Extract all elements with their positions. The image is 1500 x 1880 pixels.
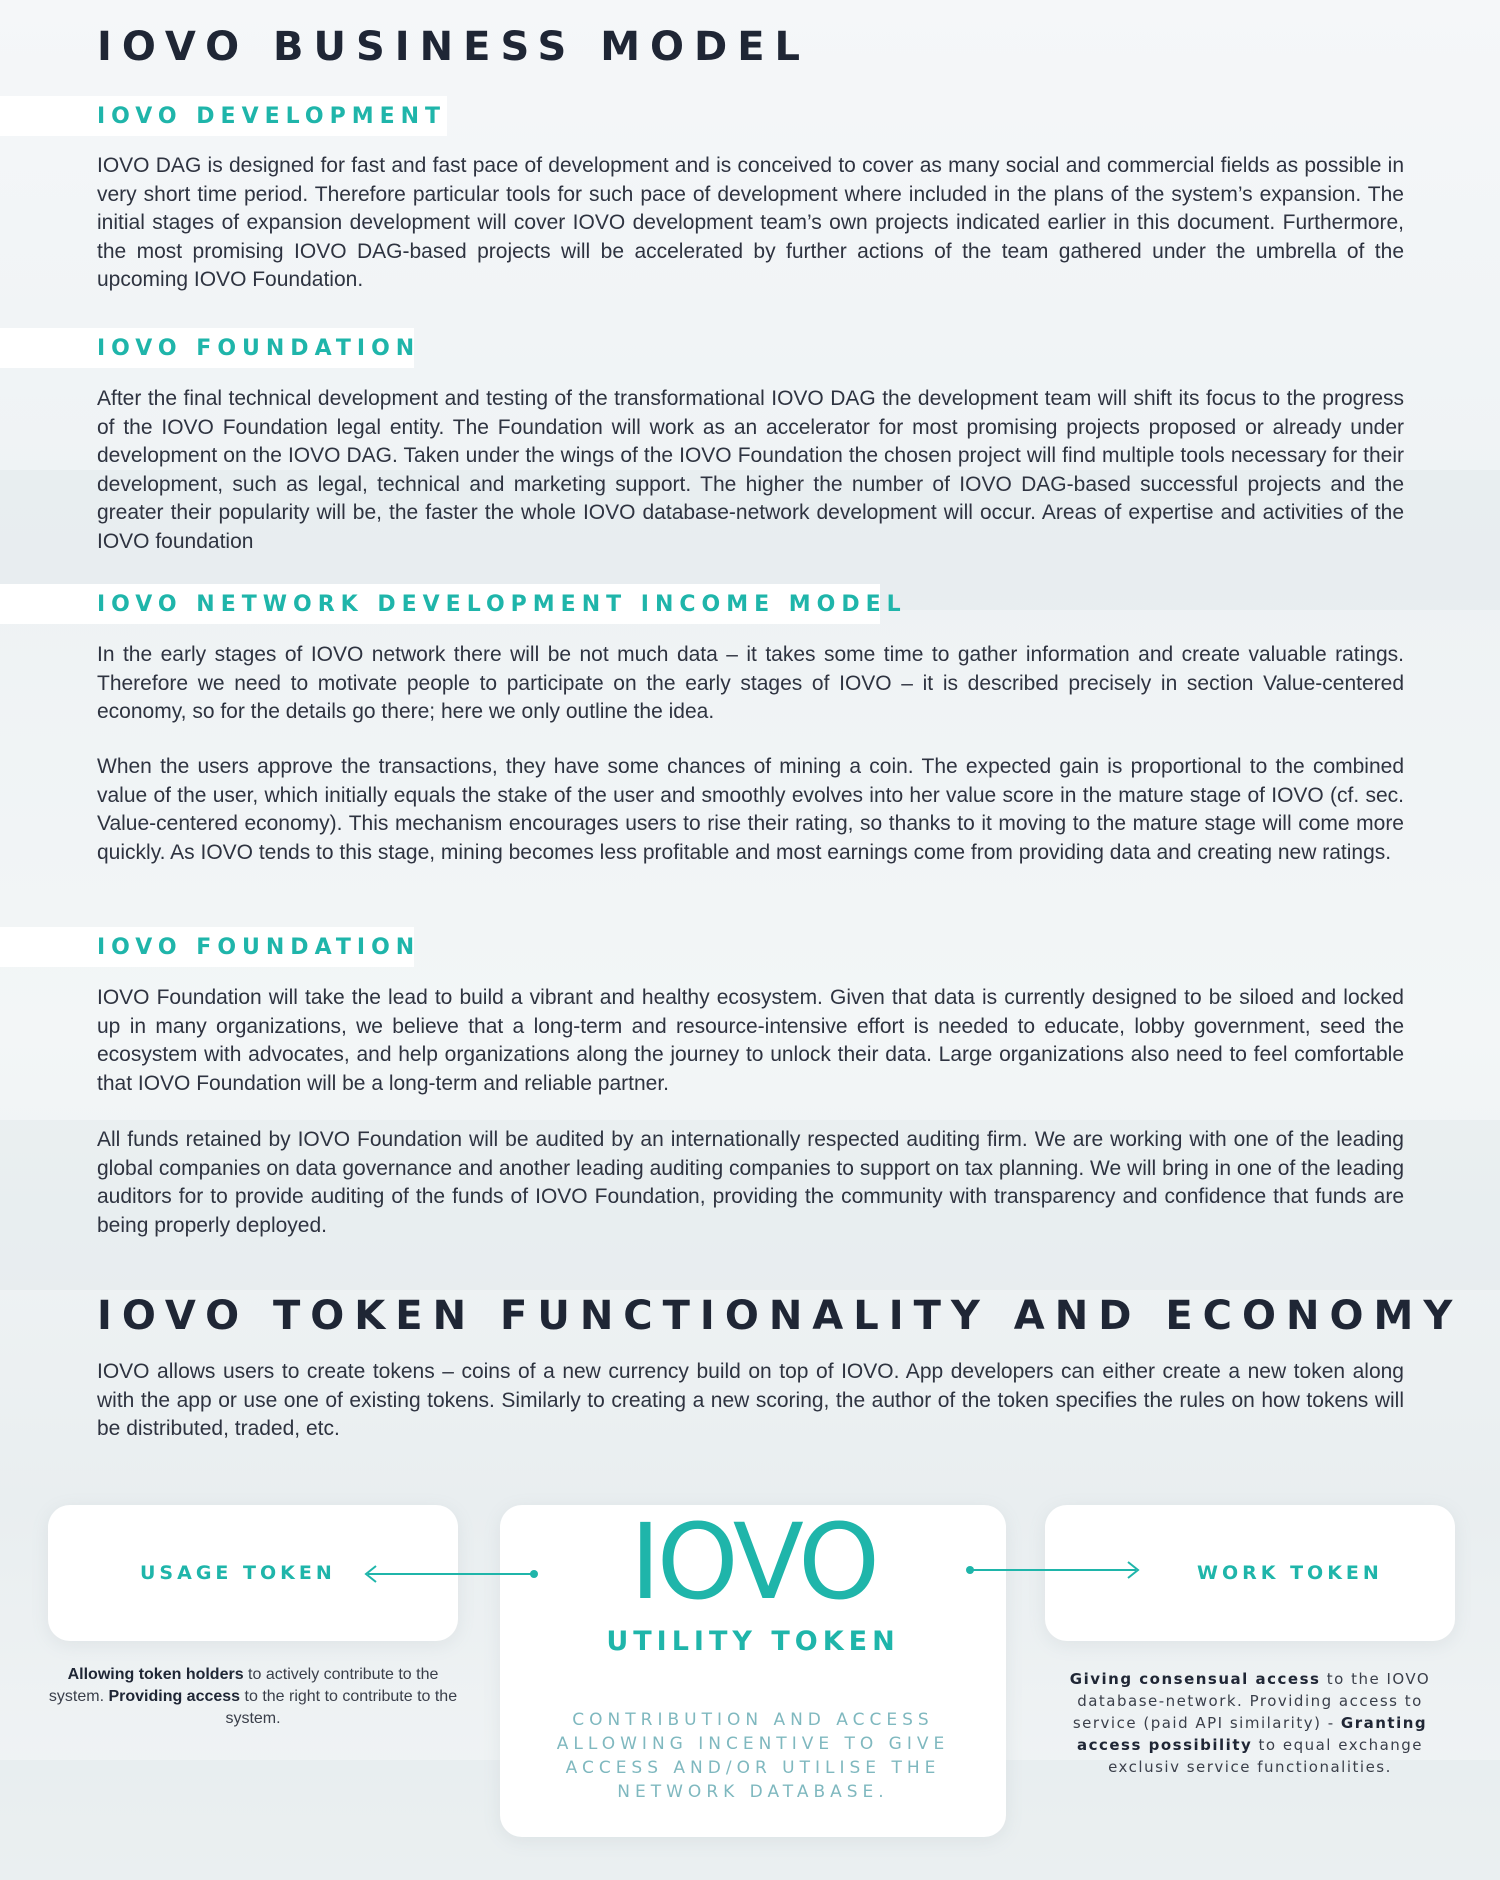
usage-token-note xyxy=(48,1664,458,1730)
token-section-title: IOVO TOKEN FUNCTIONALITY AND ECONOMY xyxy=(97,1293,1463,1339)
paragraph: After the final technical development and testing of the transformational IOVO DAG the development team will shift its focus to the progress of the IOVO Foundation legal entity. The Foundation will work as an accelerator for most promising projects proposed or already under development on the IOVO DAG. Taken under the wings of the IOVO Foundation the chosen project will find multiple tools necessary for their development, such as legal, technical and marketing support. The higher the number of IOVO DAG-based successful projects and the greater their popularity will be, the faster the whole IOVO database-network development will occur. Areas of expertise and activities of the IOVO foundation xyxy=(97,387,1404,553)
page-title: IOVO BUSINESS MODEL xyxy=(97,24,811,70)
section-heading-label: IOVO DEVELOPMENT xyxy=(97,103,447,129)
section-heading-foundation xyxy=(0,328,421,368)
utility-token-label: UTILITY TOKEN xyxy=(606,1626,900,1657)
usage-token-label: USAGE TOKEN xyxy=(140,1562,336,1584)
note-text: to equal exchange exclusiv service functionalities. xyxy=(1108,1736,1424,1776)
utility-token-caption: CONTRIBUTION AND ACCESS ALLOWING INCENTIVE TO GIVE ACCESS AND/OR UTILISE THE NETWORK DATABASE. xyxy=(556,1710,950,1802)
left-arrow-icon xyxy=(356,1562,546,1586)
work-token-note xyxy=(1060,1668,1440,1778)
note-bold: Providing access xyxy=(108,1688,241,1705)
note-bold: Giving consensual access xyxy=(1069,1670,1321,1688)
work-token-label: WORK TOKEN xyxy=(1197,1562,1383,1584)
paragraph: IOVO Foundation will take the lead to build a vibrant and healthy ecosystem. Given that data is currently designed to be siloed and locked up in many organizations, we believe that a long-term and resource-intensive effort is needed to educate, lobby government, seed the ecosystem with advocates, and help organizations along the journey to unlock their data. Large organizations also need to feel comfortable that IOVO Foundation will be a long-term and reliable partner. xyxy=(97,986,1404,1095)
paragraph: In the early stages of IOVO network there will be not much data – it takes some time to gather information and create valuable ratings. Therefore we need to motivate people to participate on the early stages of IOVO – it is described precisely in section Value-centered economy, so for the details go there; here we only outline the idea. xyxy=(97,643,1404,723)
paragraph: When the users approve the transactions, they have some chances of mining a coin. The expected gain is proportional to the combined value of the user, which initially equals the stake of the user and smoothly evolves into her value score in the mature stage of IOVO (cf. sec. Value-centered economy). This mechanism encourages users to rise their rating, so thanks to it moving to the mature stage will come more quickly. As IOVO tends to this stage, mining becomes less profitable and most earnings come from providing data and creating new ratings. xyxy=(97,755,1404,864)
note-text: to the right to contribute to the system. xyxy=(225,1688,458,1727)
note-bold: Allowing token holders xyxy=(67,1666,244,1683)
paragraph: All funds retained by IOVO Foundation will be audited by an internationally respected auditing firm. We are working with one of the leading global companies on data governance and another leading auditing companies to support on tax planning. We will bring in one of the leading auditors for to provide auditing of the funds of IOVO Foundation, providing the community with transparency and confidence that funds are being properly deployed. xyxy=(97,1128,1404,1237)
section-heading-foundation-2 xyxy=(0,927,421,967)
svg-text:IOVO: IOVO xyxy=(630,1520,876,1602)
right-arrow-icon xyxy=(960,1558,1150,1582)
paragraph: IOVO DAG is designed for fast and fast pace of development and is conceived to cover as many social and commercial fields as possible in very short time period. Therefore particular tools for such pace of development where included in the plans of the system’s expansion. The initial stages of expansion development will cover IOVO development team’s own projects indicated earlier in this document. Furthermore, the most promising IOVO DAG-based projects will be accelerated by further actions of the team gathered under the umbrella of the upcoming IOVO Foundation. xyxy=(97,154,1404,291)
section-heading-label: IOVO NETWORK DEVELOPMENT INCOME MODEL xyxy=(97,591,907,617)
section-heading-income-model xyxy=(0,584,907,624)
note-text: to the IOVO database-network. Providing access to service (paid API similarity) - xyxy=(1072,1670,1431,1732)
note-bold: Granting access possibility xyxy=(1076,1714,1428,1754)
token-paragraph: IOVO allows users to create tokens – coins of a new currency build on top of IOVO. App developers can either create a new token along with the app or use one of existing tokens. Similarly to creating a new scoring, the author of the token specifies the rules on how tokens will be distributed, traded, etc. xyxy=(97,1360,1404,1440)
section-heading-label: IOVO FOUNDATION xyxy=(97,335,421,361)
note-text: to actively contribute to the system. xyxy=(48,1666,439,1705)
iovo-logo xyxy=(620,1520,886,1602)
section-heading-development xyxy=(0,96,447,136)
section-heading-label: IOVO FOUNDATION xyxy=(97,934,421,960)
